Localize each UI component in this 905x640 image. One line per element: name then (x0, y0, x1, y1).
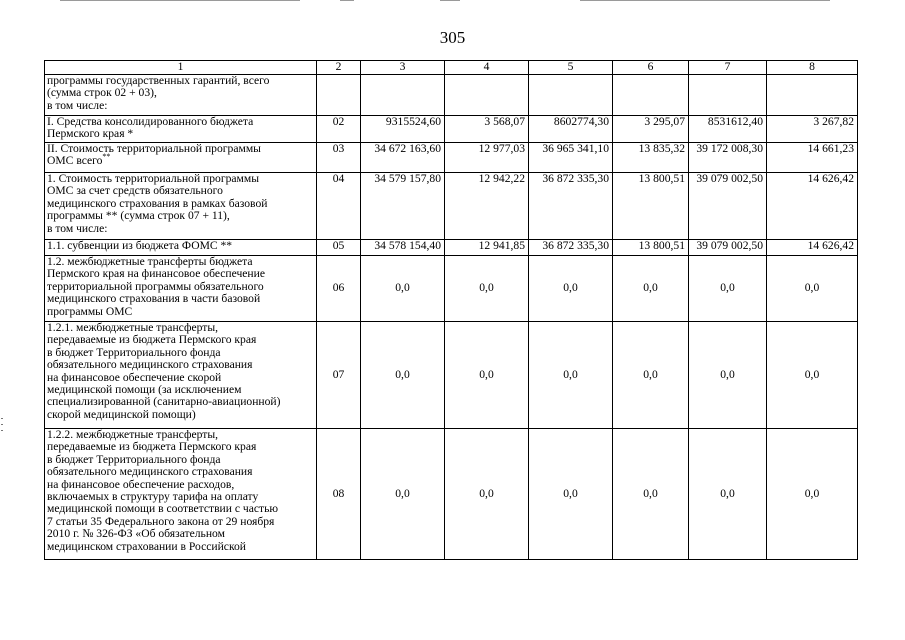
row-code: 07 (317, 322, 361, 429)
value-cell: 36 965 341,10 (529, 143, 613, 173)
table-row (45, 173, 858, 240)
row-label: II. Стоимость территориальной программы ОМС всего (47, 142, 261, 168)
value-cell: 0,0 (689, 429, 767, 560)
row-label: 1.1. субвенции из бюджета ФОМС ** (47, 239, 233, 252)
value-cell: 0,0 (767, 256, 858, 322)
column-number: 4 (445, 61, 529, 75)
row-code: 03 (317, 143, 361, 173)
value-cell: 3 267,82 (767, 116, 858, 143)
value-cell: 13 800,51 (613, 173, 689, 240)
row-code: 05 (317, 240, 361, 256)
column-number: 5 (529, 61, 613, 75)
row-label-cell (45, 322, 317, 429)
value-cell: 8602774,30 (529, 116, 613, 143)
value-cell: 14 661,23 (767, 143, 858, 173)
value-cell (689, 75, 767, 116)
scan-edge-mark (1, 424, 3, 425)
value-cell: 0,0 (361, 256, 445, 322)
value-cell: 0,0 (689, 256, 767, 322)
value-cell: 0,0 (767, 322, 858, 429)
value-cell: 12 977,03 (445, 143, 529, 173)
table-row (45, 75, 858, 116)
column-number-row (45, 61, 858, 75)
value-cell: 0,0 (613, 322, 689, 429)
value-cell: 3 295,07 (613, 116, 689, 143)
row-code (317, 75, 361, 116)
row-label: I. Средства консолидированного бюджета Пермского края * (47, 115, 254, 141)
row-label-cell (45, 116, 317, 143)
value-cell: 39 079 002,50 (689, 173, 767, 240)
value-cell (613, 75, 689, 116)
column-number: 1 (45, 61, 317, 75)
scan-edge-line (60, 0, 300, 1)
value-cell: 0,0 (613, 429, 689, 560)
value-cell: 34 578 154,40 (361, 240, 445, 256)
table-row (45, 143, 858, 173)
value-cell: 14 626,42 (767, 240, 858, 256)
value-cell (767, 75, 858, 116)
value-cell: 39 172 008,30 (689, 143, 767, 173)
value-cell (361, 75, 445, 116)
row-label-cell (45, 173, 317, 240)
table-row (45, 429, 858, 560)
value-cell (529, 75, 613, 116)
row-label-cell (45, 256, 317, 322)
value-cell: 8531612,40 (689, 116, 767, 143)
column-number: 8 (767, 61, 858, 75)
value-cell: 0,0 (529, 429, 613, 560)
row-label-cell (45, 143, 317, 173)
page-number: 305 (439, 28, 466, 47)
table-row (45, 116, 858, 143)
value-cell: 0,0 (361, 429, 445, 560)
value-cell: 0,0 (445, 256, 529, 322)
value-cell: 3 568,07 (445, 116, 529, 143)
row-code: 04 (317, 173, 361, 240)
value-cell: 0,0 (613, 256, 689, 322)
value-cell: 39 079 002,50 (689, 240, 767, 256)
scan-edge-line (440, 0, 460, 1)
scan-edge-mark (1, 418, 3, 419)
scan-edge-mark (1, 430, 3, 431)
value-cell: 34 672 163,60 (361, 143, 445, 173)
row-label: 1.2.2. межбюджетные трансферты, передаваемые из бюджета Пермского края в бюджет Территориального фонда обязательного медицинского страхования на финансовое обеспечение расходов, включаемых в структуру тарифа на оплату медицинской помощи в соответствии с частью 7 статьи 35 Федерального закона от 29 ноября 2010 г. № 326-ФЗ «Об обязательном медицинском страховании в Российской (47, 428, 279, 553)
value-cell (445, 75, 529, 116)
column-number: 2 (317, 61, 361, 75)
value-cell: 12 941,85 (445, 240, 529, 256)
column-number: 7 (689, 61, 767, 75)
scan-edge-line (580, 0, 830, 1)
row-label: 1.2. межбюджетные трансферты бюджета Пермского края на финансовое обеспечение территориальной программы обязательного медицинского страхования в части базовой программы ОМС (47, 255, 265, 318)
column-number: 3 (361, 61, 445, 75)
value-cell: 36 872 335,30 (529, 173, 613, 240)
value-cell: 34 579 157,80 (361, 173, 445, 240)
table-row (45, 322, 858, 429)
row-code: 06 (317, 256, 361, 322)
value-cell: 0,0 (445, 429, 529, 560)
value-cell: 12 942,22 (445, 173, 529, 240)
value-cell: 9315524,60 (361, 116, 445, 143)
row-code: 02 (317, 116, 361, 143)
value-cell: 0,0 (529, 322, 613, 429)
value-cell: 0,0 (689, 322, 767, 429)
row-code: 08 (317, 429, 361, 560)
value-cell: 13 800,51 (613, 240, 689, 256)
row-label-cell (45, 429, 317, 560)
row-label: программы государственных гарантий, всего (сумма строк 02 + 03), в том числе: (47, 74, 270, 112)
budget-table (44, 60, 858, 560)
value-cell: 0,0 (767, 429, 858, 560)
column-number: 6 (613, 61, 689, 75)
value-cell: 13 835,32 (613, 143, 689, 173)
table-row (45, 240, 858, 256)
value-cell: 0,0 (529, 256, 613, 322)
value-cell: 0,0 (445, 322, 529, 429)
row-label-cell (45, 75, 317, 116)
row-label-cell (45, 240, 317, 256)
scan-edge-line (340, 0, 354, 1)
table-row (45, 256, 858, 322)
row-label: 1. Стоимость территориальной программы ОМС за счет средств обязательного медицинского страхования в рамках базовой программы ** (сумма строк 07 + 11), в том числе: (47, 172, 268, 235)
value-cell: 36 872 335,30 (529, 240, 613, 256)
value-cell: 0,0 (361, 322, 445, 429)
footnote-mark: ** (102, 152, 111, 162)
value-cell: 14 626,42 (767, 173, 858, 240)
row-label: 1.2.1. межбюджетные трансферты, передаваемые из бюджета Пермского края в бюджет Территориального фонда обязательного медицинского страхования на финансовое обеспечение скорой медицинской помощи (за исключением специализированной (санитарно-авиационной) скорой медицинской помощи) (47, 321, 281, 421)
